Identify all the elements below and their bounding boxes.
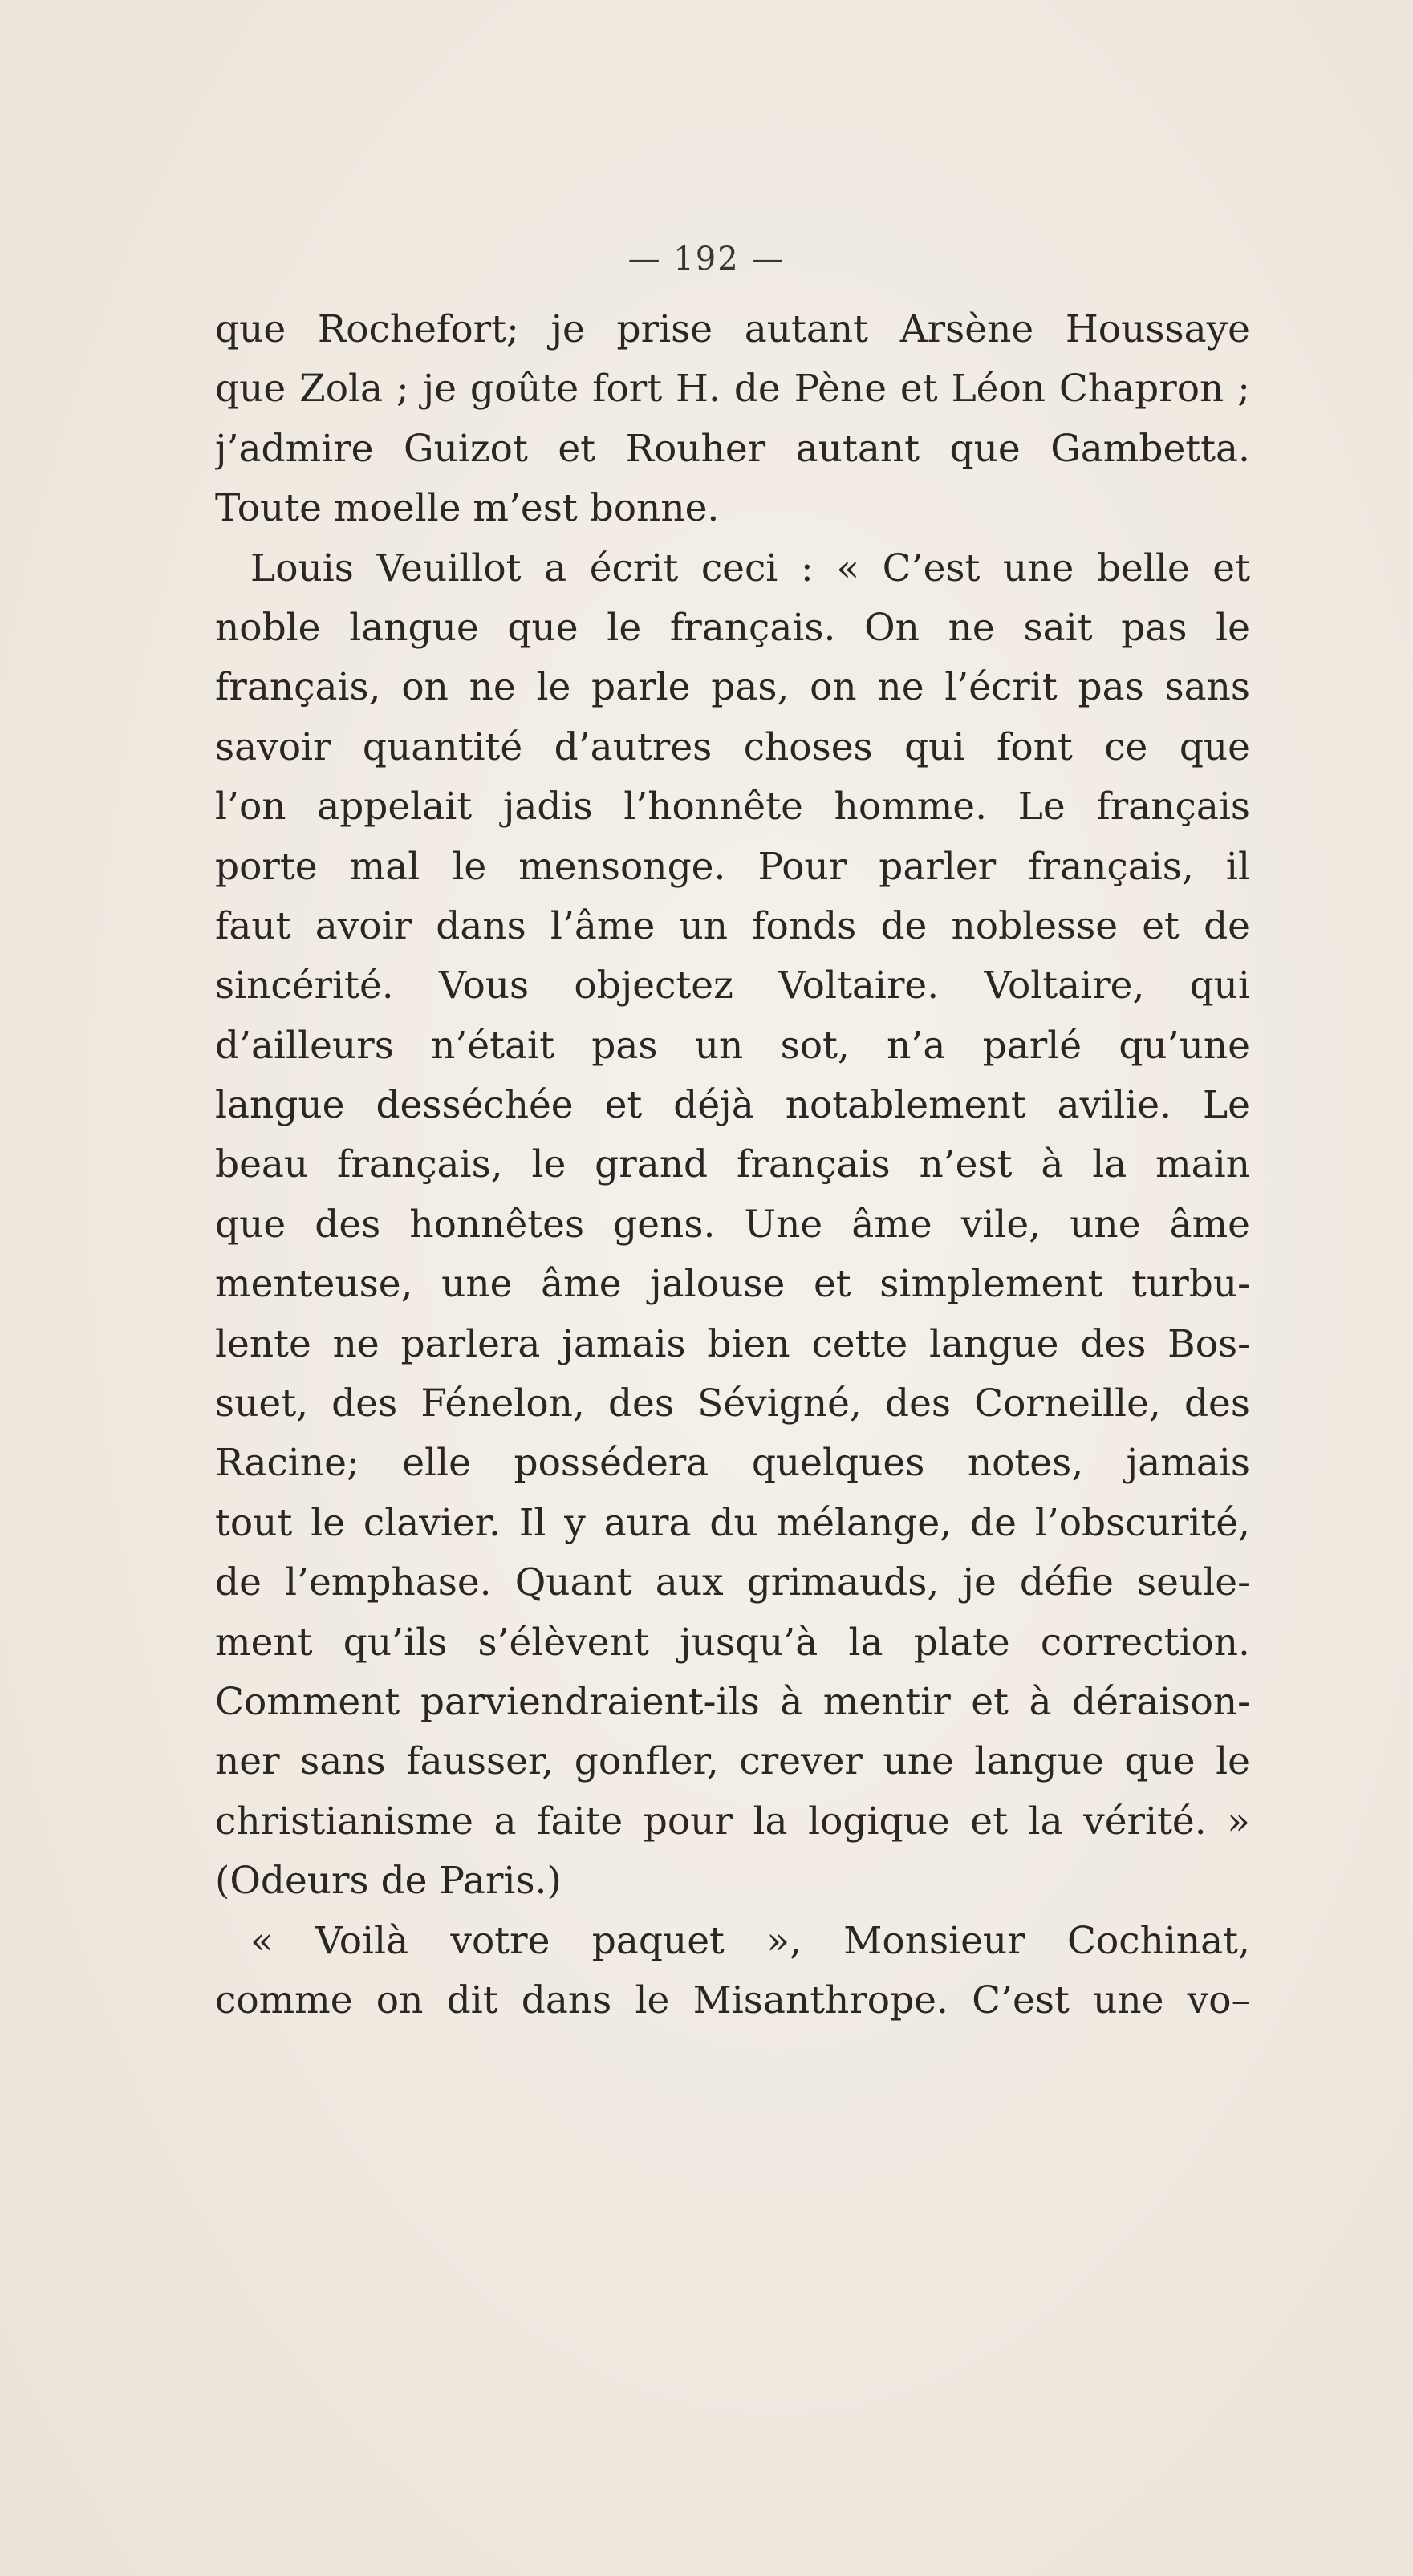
text-line: Toute moelle m’est bonne. [215,486,720,531]
text-line: de l’emphase. Quant aux grimauds, je défie seule- [215,1560,1250,1605]
text-line: sincérité. Vous objectez Voltaire. Voltaire, qui [215,963,1250,1008]
text-line: savoir quantité d’autres choses qui font ce que [215,724,1250,769]
text-line: que des honnêtes gens. Une âme vile, une âme [215,1202,1250,1247]
text-line: noble langue que le français. On ne sait pas le [215,605,1250,650]
text-line: menteuse, une âme jalouse et simplement turbu- [215,1262,1250,1307]
text-line: lente ne parlera jamais bien cette langue des Bos- [215,1321,1250,1366]
text-line: comme on dit dans le Misanthrope. C’est une vo– [215,1978,1250,2022]
text-line: « Voilà votre paquet », Monsieur Cochinat, [250,1918,1250,1963]
text-line: Racine; elle possédera quelques notes, jamais [215,1441,1250,1486]
text-line: que Rochefort; je prise autant Arsène Houssaye [215,307,1250,351]
text-line: français, on ne le parle pas, on ne l’écrit pas sans [215,665,1250,710]
text-line: tout le clavier. Il y aura du mélange, de l’obscurité, [215,1500,1250,1545]
text-line: ner sans fausser, gonfler, crever une langue que le [215,1739,1250,1784]
text-line: faut avoir dans l’âme un fonds de noblesse et de [215,903,1250,948]
body-text [215,300,1250,2030]
text-line: d’ailleurs n’était pas un sot, n’a parlé qu’une [215,1023,1250,1068]
text-line: Comment parviendraient-ils à mentir et à déraison- [215,1679,1250,1724]
text-line: l’on appelait jadis l’honnête homme. Le français [215,785,1250,830]
text-line: ment qu’ils s’élèvent jusqu’à la plate correction. [215,1620,1250,1665]
page-number: — 192 — [627,241,786,278]
text-line: Louis Veuillot a écrit ceci : « C’est une belle et [250,546,1250,590]
text-line: j’admire Guizot et Rouher autant que Gambetta. [215,426,1250,471]
text-line: christianisme a faite pour la logique et la vérité. » [215,1799,1250,1844]
text-line: (Odeurs de Paris.) [215,1859,562,1904]
text-line: que Zola ; je goûte fort H. de Pène et Léon Chapron ; [215,367,1250,412]
text-line: porte mal le mensonge. Pour parler français, il [215,844,1250,889]
text-line: suet, des Fénelon, des Sévigné, des Corneille, des [215,1381,1250,1426]
text-line: langue desséchée et déjà notablement avilie. Le [215,1083,1250,1128]
text-line: beau français, le grand français n’est à la main [215,1142,1250,1187]
